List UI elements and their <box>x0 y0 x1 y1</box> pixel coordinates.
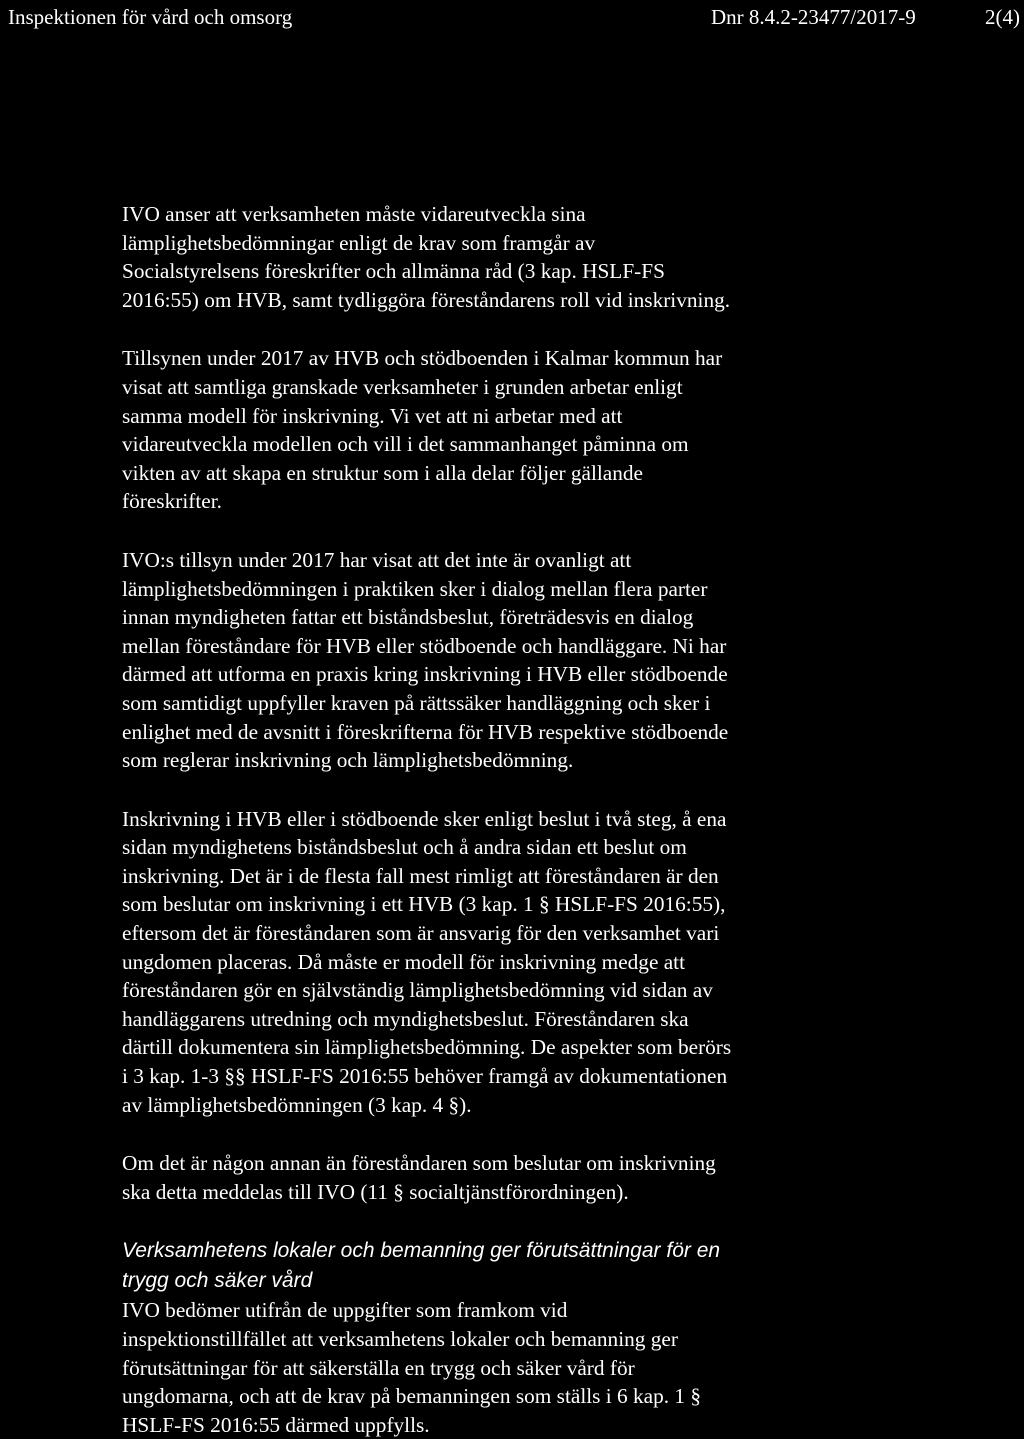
text-line: därmed att utforma en praxis kring inskrivning i HVB eller stödboende <box>122 662 728 687</box>
text-line: ungdomen placeras. Då måste er modell för inskrivning medge att <box>122 949 686 974</box>
text-line: vikten av att skapa en struktur som i alla delar följer gällande <box>122 460 644 485</box>
text-line: som reglerar inskrivning och lämplighetsbedömning. <box>122 748 574 773</box>
text-line: inspektionstillfället att verksamhetens lokaler och bemanning ger <box>122 1327 678 1351</box>
text-line: enlighet med de avsnitt i föreskrifterna för HVB respektive stödboende <box>122 719 729 744</box>
section-heading <box>122 1236 822 1296</box>
text-line: som beslutar om inskrivning i ett HVB (3 kap. 1 § HSLF-FS 2016:55), <box>122 892 726 917</box>
text-line: eftersom det är föreståndaren som är ansvarig för den verksamhet vari <box>122 921 720 946</box>
text-line: föreståndaren gör en självständig lämplighetsbedömning vid sidan av <box>122 978 713 1003</box>
text-line: IVO anser att verksamheten måste vidareutveckla sina <box>122 202 586 226</box>
paragraph-tillsyn-kalmar <box>122 344 822 516</box>
organization-name: Inspektionen för vård och omsorg <box>8 5 293 29</box>
text-line: ska detta meddelas till IVO (11 § socialtjänstförordningen). <box>122 1179 629 1204</box>
text-line: i 3 kap. 1-3 §§ HSLF-FS 2016:55 behöver framgå av dokumentationen <box>122 1064 728 1089</box>
paragraph-assessment <box>122 200 822 314</box>
paragraph-ivo-tillsyn <box>122 546 822 775</box>
text-line: lämplighetsbedömningar enligt de krav som framgår av <box>122 230 596 255</box>
page-header <box>8 2 1020 36</box>
text-line: inskrivning. Det är i de flesta fall mest rimligt att föreståndaren är den <box>122 863 719 888</box>
text-line: handläggarens utredning och myndighetsbeslut. Föreståndaren ska <box>122 1006 689 1031</box>
text-line: visat att samtliga granskade verksamheter i grunden arbetar enligt <box>122 374 683 399</box>
text-line: mellan föreståndare för HVB eller stödboende och handläggare. Ni har <box>122 633 727 658</box>
text-line: av lämplighetsbedömningen (3 kap. 4 §). <box>122 1092 472 1117</box>
text-line: som samtidigt uppfyller kraven på rättssäker handläggning och sker i <box>122 690 711 715</box>
text-line: förutsättningar för att säkerställa en trygg och säker vård för <box>122 1355 635 1380</box>
heading-line: trygg och säker vård <box>122 1269 313 1293</box>
text-line: HSLF-FS 2016:55 därmed uppfylls. <box>122 1412 430 1437</box>
text-line: vidareutveckla modellen och vill i det sammanhanget påminna om <box>122 432 689 457</box>
page-indicator: 2(4) <box>985 5 1020 29</box>
text-line: lämplighetsbedömningen i praktiken sker i dialog mellan flera parter <box>122 576 708 601</box>
paragraph-lokaler-bemanning <box>122 1296 822 1439</box>
text-line: Tillsynen under 2017 av HVB och stödboenden i Kalmar kommun har <box>122 346 723 371</box>
text-line: IVO bedömer utifrån de uppgifter som framkom vid <box>122 1298 568 1323</box>
paragraph-inskrivning <box>122 805 822 1120</box>
text-line: samma modell för inskrivning. Vi vet att ni arbetar med att <box>122 403 623 428</box>
text-line: Om det är någon annan än föreståndaren som beslutar om inskrivning <box>122 1151 716 1176</box>
diary-number: Dnr 8.4.2-23477/2017-9 <box>711 5 916 29</box>
text-line: 2016:55) om HVB, samt tydliggöra föreståndarens roll vid inskrivning. <box>122 287 731 312</box>
text-line: ungdomarna, och att de krav på bemanningen som ställs i 6 kap. 1 § <box>122 1384 702 1409</box>
text-line: IVO:s tillsyn under 2017 har visat att det inte är ovanligt att <box>122 547 632 572</box>
text-line: därtill dokumentera sin lämplighetsbedömning. De aspekter som berörs <box>122 1035 732 1060</box>
text-line: föreskrifter. <box>122 489 222 514</box>
text-line: innan myndigheten fattar ett biståndsbeslut, företrädesvis en dialog <box>122 605 694 630</box>
heading-line: Verksamhetens lokaler och bemanning ger förutsättningar för en <box>122 1239 721 1263</box>
text-line: Inskrivning i HVB eller i stödboende sker enligt beslut i två steg, å ena <box>122 806 727 831</box>
paragraph-annan-beslutar <box>122 1149 822 1206</box>
text-line: sidan myndighetens biståndsbeslut och å andra sidan ett beslut om <box>122 835 687 860</box>
document-body <box>122 200 822 1439</box>
text-line: Socialstyrelsens föreskrifter och allmänna råd (3 kap. HSLF-FS <box>122 259 665 284</box>
